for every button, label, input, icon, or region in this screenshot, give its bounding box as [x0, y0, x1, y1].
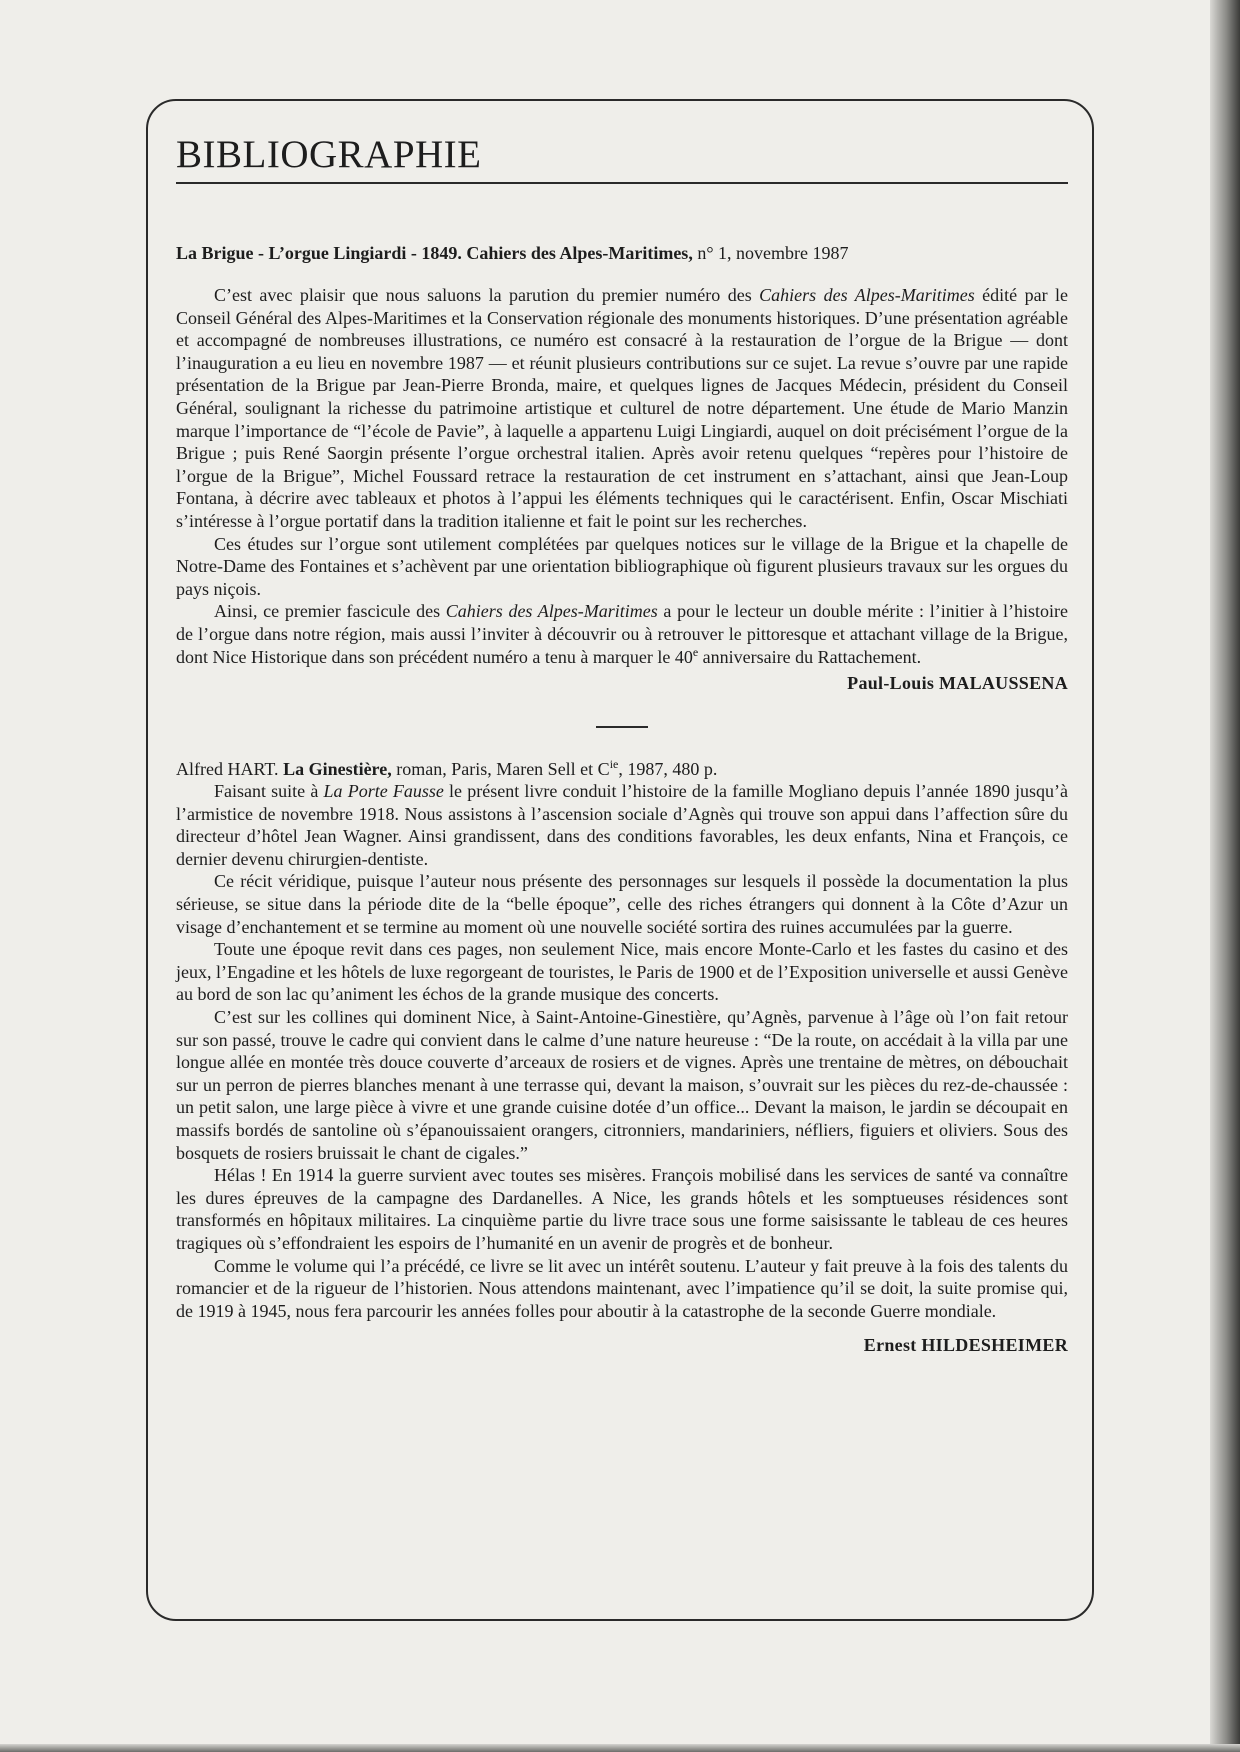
- review-paragraph: C’est avec plaisir que nous saluons la parution du premier numéro des Cahiers des Alpes-Maritimes édité par le Conseil Général des Alpes-Maritimes et la Conservation régionale des monuments historiques. D’une présentation agréable et accompagné de nombreuses illustrations, ce numéro est consacré à la restauration de l’orgue de la Brigue — dont l’inauguration a eu lieu en novembre 1987 — et réunit plusieurs contributions sur ce sujet. La revue s’ouvre par une rapide présentation de la Brigue par Jean-Pierre Bronda, maire, et quelques lignes de Jacques Médecin, président du Conseil Général, soulignant la richesse du patrimoine artistique et culturel de notre département. Une étude de Mario Manzin marque l’importance de “l’école de Pavie”, à laquelle a appartenu Luigi Lingiardi, auquel on doit précisément l’orgue de la Brigue ; puis René Saorgin présente l’orgue orchestral italien. Après avoir retenu quelques “repères pour l’histoire de l’orgue de la Brigue”, Michel Foussard retrace la restauration de cet instrument en s’attachant, ainsi que Jean-Loup Fontana, à décrire avec tableaux et photos à l’appui les éléments techniques qui le caractérisent. Enfin, Oscar Mischiati s’intéresse à l’orgue portatif dans la tradition italienne et fait le point sur les recherches.: [176, 285, 1068, 531]
- section-separator: [596, 726, 648, 728]
- review-paragraph: Ces études sur l’orgue sont utilement complétées par quelques notices sur le village de la Brigue et la chapelle de Notre-Dame des Fontaines et s’achèvent par une orientation bibliographique où figurent plusieurs travaux sur les orgues du pays niçois.: [176, 533, 1068, 599]
- page-title: BIBLIOGRAPHIE: [176, 133, 482, 176]
- journal-title: Cahiers des Alpes-Maritimes: [445, 601, 658, 622]
- review-reference: [176, 242, 1068, 264]
- review-paragraph: Ce récit véridique, puisque l’auteur nous présente des personnages sur lesquels il possède la documentation la plus sérieuse, se situe dans la période dite de la “belle époque”, celle des riches étrangers qui donnent à la Côte d’Azur un visage d’enchantement et se termine au moment où une nouvelle société sortira des ruines accumulées par la guerre.: [176, 871, 1068, 937]
- book-title: La Ginestière,: [283, 759, 392, 780]
- journal-title: Cahiers des Alpes-Maritimes: [759, 285, 975, 305]
- title-rule: [176, 182, 1068, 184]
- reviewer-signature: Paul-Louis MALAUSSENA: [847, 673, 1068, 694]
- review-issue: n° 1, novembre 1987: [697, 243, 849, 263]
- review-title: La Brigue - L’orgue Lingiardi - 1849. Cahiers des Alpes-Maritimes,: [176, 243, 693, 263]
- review-paragraph: Hélas ! En 1914 la guerre survient avec toutes ses misères. François mobilisé dans les services de santé va connaître les dures épreuves de la campagne des Dardanelles. A Nice, les grands hôtels et les somptueuses résidences sont transformés en hôpitaux militaires. La cinquième partie du livre trace sous une forme saisissante le tableau de ces heures tragiques où s’effondraient les espoirs de l’humanité en un avenir de progrès et de bonheur.: [176, 1165, 1068, 1253]
- book-author: Alfred HART.: [176, 759, 279, 780]
- review-paragraph: Toute une époque revit dans ces pages, non seulement Nice, mais encore Monte-Carlo et les fastes du casino et des jeux, l’Engadine et les hôtels de luxe regorgeant de touristes, le Paris de 1900 et de l’Exposition universelle et aussi Genève au bord de son lac qu’animent les échos de la grande musique des concerts.: [176, 939, 1068, 1005]
- review-paragraph: Ainsi, ce premier fascicule des Cahiers des Alpes-Maritimes a pour le lecteur un double mérite : l’initier à l’histoire de l’orgue dans notre région, mais aussi l’inviter à découvrir ou à retrouver le pittoresque et attachant village de la Brigue, dont Nice Historique dans son précédent numéro a tenu à marquer le 40e anniversaire du Rattachement.: [176, 601, 1068, 667]
- page-content: [176, 132, 1068, 1356]
- review-la-ginestiere: [176, 758, 1068, 1356]
- page-bottom-edge: [0, 1744, 1240, 1752]
- review-paragraph: Faisant suite à La Porte Fausse le présent livre conduit l’histoire de la famille Mogliano depuis l’année 1890 jusqu’à l’armistice de novembre 1918. Nous assistons à l’ascension sociale d’Agnès qui trouve son appui dans l’affection sûre du directeur d’hôtel Jean Wagner. Ainsi grandissent, dans des conditions favorables, les deux enfants, Nina et François, ce dernier devenu chirurgien-dentiste.: [176, 781, 1068, 869]
- page-edge-shadow: [1210, 0, 1240, 1752]
- review-paragraph: C’est sur les collines qui dominent Nice, à Saint-Antoine-Ginestière, qu’Agnès, parvenue à l’âge où l’on fait retour sur son passé, trouve le cadre qui convient dans le calme d’une nature heureuse : “De la route, on accédait à la villa par une longue allée en montée très douce couverte d’arceaux de rosiers et de vignes. Après une trentaine de mètres, on débouchait sur un perron de pierres blanches menant à une terrasse qui, devant la maison, s’ouvrait sur les pièces du rez-de-chaussée : un petit salon, une large pièce à vivre et une grande cuisine dotée d’un office... Devant la maison, le jardin se découpait en massifs bordés de santoline où s’épanouissaient orangers, citronniers, mandariniers, néfliers, figuiers et oliviers. Sous des bosquets de rosiers bruissait le chant de cigales.”: [176, 1007, 1068, 1163]
- review-reference: Alfred HART. La Ginestière, roman, Paris, Maren Sell et $C^{ie}$, 1987, 480 p.: [176, 757, 718, 780]
- reviewer-signature: Ernest HILDESHEIMER: [863, 1335, 1068, 1356]
- review-paragraph: Comme le volume qui l’a précédé, ce livre se lit avec un intérêt soutenu. L’auteur y fait preuve à la fois des talents du romancier et de la rigueur de l’historien. Nous attendons maintenant, avec l’impatience qu’il se doit, la suite promise qui, de 1919 à 1945, nous fera parcourir les années folles pour aboutir à la catastrophe de la seconde Guerre mondiale.: [176, 1255, 1068, 1321]
- review-la-brigue: [176, 242, 1068, 694]
- book-title-italic: La Porte Fausse: [323, 781, 444, 802]
